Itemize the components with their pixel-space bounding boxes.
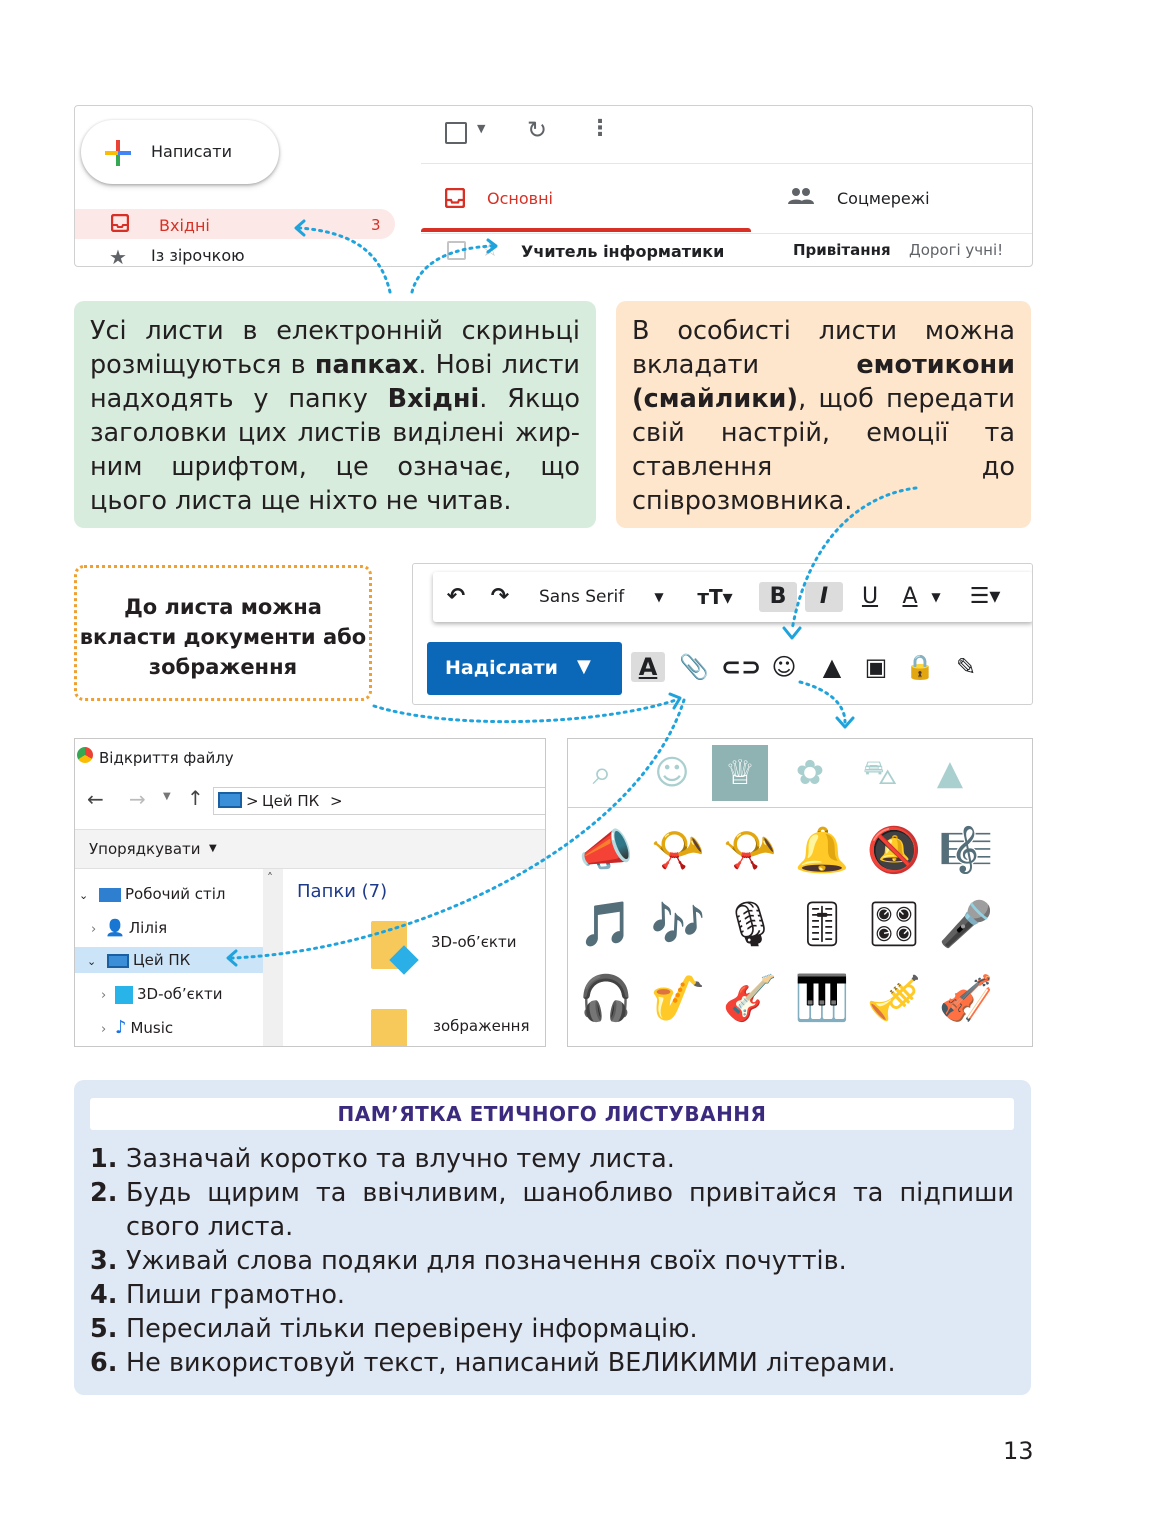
star-icon: ★ [109,245,127,267]
emoji-category-tabs [568,739,1032,808]
keyboard-emoji[interactable]: 🎹 [794,973,850,1024]
send-button[interactable] [427,642,622,695]
cube-icon [115,986,133,1004]
chevron-down-icon[interactable]: ▼ [163,791,171,802]
organize-button[interactable]: Упорядкувати [89,840,201,858]
postal-horn-emoji[interactable]: 📯 [722,825,778,876]
send-label: Надіслати [445,657,558,679]
font-size-icon[interactable]: ᴛT▾ [697,585,733,609]
etiquette-memo [74,1080,1031,1395]
tab-social-label: Соцмережі [837,189,930,208]
tree-item-this-pc[interactable] [75,947,263,973]
party-horn-emoji[interactable]: 📯 [650,825,706,876]
inbox-label: Вхідні [159,216,210,235]
file-list [285,869,545,1046]
attachment-info-box [74,565,372,701]
memo-item-number: 6. [90,1348,118,1378]
chevron-right-icon: › [101,988,107,1003]
breadcrumb-separator: > [246,792,259,810]
confidential-icon[interactable]: 🔒 [905,653,935,681]
text-format-icon[interactable]: A [631,652,665,682]
music-note-icon: ♪ [114,1017,127,1038]
emoji-picker [567,738,1033,1047]
plus-icon [103,138,133,168]
folders-bold-2: Вхідні [387,384,480,414]
organize-bar [75,829,545,869]
memo-item-number: 1. [90,1144,118,1174]
chevron-right-icon: › [91,922,97,937]
message-row[interactable] [421,233,1032,267]
gmail-window [74,105,1033,267]
up-arrow-icon[interactable]: ↑ [187,786,204,810]
chevron-down-icon[interactable]: ▼ [931,590,941,604]
back-arrow-icon[interactable]: ← [87,787,104,811]
tree-label: Music [130,1019,174,1037]
dialog-title: Відкриття файлу [99,749,234,767]
memo-item-number: 5. [90,1314,118,1344]
desktop-icon [99,888,121,902]
message-subject: Привітання [793,241,891,259]
tab-social[interactable] [775,164,1032,232]
search-icon[interactable]: ⌕ [592,753,612,793]
chevron-right-icon: › [101,1022,107,1037]
tree-label: Цей ПК [133,951,191,969]
musical-notes-emoji[interactable]: 🎶 [650,899,706,950]
file-item-images[interactable]: зображення [433,1017,530,1035]
formatting-bar [433,572,1033,622]
bell-emoji[interactable]: 🔔 [794,825,850,876]
memo-item-number: 4. [90,1280,118,1310]
no-bell-emoji[interactable]: 🔕 [866,825,922,876]
headphones-emoji[interactable]: 🎧 [578,973,634,1024]
folders-info-box [74,301,596,528]
message-checkbox[interactable] [447,241,466,260]
memo-item [90,1312,1014,1346]
memo-item-text: Зазначай коротко та влучно тему листа. [126,1144,675,1174]
tree-item-3d-objects[interactable] [101,981,222,1007]
active-tab-indicator [421,228,751,232]
memo-item [90,1278,1014,1312]
memo-item [90,1244,1014,1278]
star-icon[interactable]: ☆ [481,237,499,261]
browser-icon [77,747,93,763]
tab-primary[interactable] [421,164,751,232]
computer-icon [107,954,129,968]
page-number: 13 [1003,1437,1034,1465]
address-bar[interactable] [213,787,545,815]
undo-icon[interactable]: ↶ [446,584,466,609]
chevron-down-icon: ⌄ [87,955,97,968]
drive-icon[interactable]: ▲ [822,653,842,681]
refresh-icon[interactable]: ↻ [527,116,548,144]
tree-item-user[interactable] [91,915,167,941]
memo-item-number: 3. [90,1246,118,1276]
memo-title: ПАМ’ЯТКА ЕТИЧНОГО ЛИСТУВАННЯ [337,1102,767,1126]
microphone-emoji[interactable]: 🎤 [938,899,994,950]
crown-icon[interactable]: ♕ [712,745,768,801]
compose-toolbar [412,563,1033,705]
memo-item-text: Не використовуй текст, написаний ВЕЛИКИМИ літерами. [126,1348,896,1378]
emoticons-bold-1: емотикони (смайлики) [632,350,1015,414]
font-family-select[interactable]: Sans Serif [539,587,625,607]
align-icon[interactable]: ☰▾ [969,584,1001,609]
text-color-button[interactable]: A [902,584,918,609]
memo-item-number: 2. [90,1178,118,1208]
underline-button[interactable]: U [861,584,879,609]
compose-label: Написати [151,142,233,161]
tree-item-music[interactable] [101,1015,173,1041]
folders-bold-1: папках [314,350,419,380]
redo-icon[interactable]: ↷ [490,584,510,609]
sidebar-item-inbox[interactable] [75,209,395,239]
emoticons-text-1: В особисті листи можна вкладати [632,316,1015,380]
starred-label: Із зірочкою [151,246,245,265]
control-knobs-emoji[interactable]: 🎛 [866,899,922,950]
musical-score-emoji[interactable]: 🎼 [938,825,994,876]
scrollbar[interactable] [263,869,283,1046]
violin-emoji[interactable]: 🎻 [938,973,994,1024]
folders-text-1: Усі листи в електронній скриньці розміщуються в [90,316,580,380]
memo-item [90,1176,1014,1244]
inbox-count: 3 [371,216,381,234]
studio-microphone-emoji[interactable]: 🎙 [722,899,778,950]
bold-button[interactable]: B [759,582,797,612]
memo-item-text: Будь щирим та ввічливим, шанобливо привітайся та підпиши свого листа. [126,1178,1014,1242]
tree-label: 3D-об’єкти [136,985,223,1003]
attachment-info-text: До листа можна вкласти документи або зображення [79,595,367,679]
folders-text-3: . Якщо заголовки цих листів виділені жирним шрифтом, це означає, що цього листа ще ніхто не читав. [90,384,580,516]
folder-tree [75,869,263,1046]
attach-icon[interactable]: 📎 [679,653,709,681]
signature-icon[interactable]: ✎ [955,653,977,681]
people-icon [787,186,815,208]
memo-item-text: Пересилай тільки перевірену інформацію. [126,1314,698,1344]
memo-item [90,1142,1014,1176]
guitar-emoji[interactable]: 🎸 [722,973,778,1024]
mail-toolbar [421,106,1032,164]
compose-button[interactable] [81,120,279,184]
tree-item-desktop[interactable] [79,881,226,907]
chevron-down-icon[interactable]: ▼ [477,122,486,135]
select-all-checkbox[interactable] [445,122,467,144]
italic-button[interactable]: I [805,582,843,612]
memo-item-text: Уживай слова подяки для позначення своїх почуттів. [126,1246,847,1276]
message-snippet: Дорогі учні! [909,241,1004,259]
folders-text-2: . Нові листи надходять у папку [90,350,580,414]
memo-title-bar [90,1098,1014,1130]
chevron-down-icon[interactable]: ▼ [577,656,591,677]
memo-item [90,1346,1014,1380]
address-text: Цей ПК [262,792,320,810]
message-sender: Учитель інформатики [521,242,725,261]
computer-icon [218,792,242,808]
smiley-icon[interactable]: ☺ [654,753,690,793]
folder-icon [371,1009,407,1047]
more-icon[interactable]: ⋮ [589,116,611,141]
chevron-down-icon[interactable]: ▼ [654,590,664,604]
breadcrumb-separator: > [330,792,343,810]
emoticons-info-box [616,301,1031,528]
triangle-icon[interactable]: ▲ [936,753,964,793]
chevron-down-icon: ⌄ [79,889,89,902]
trumpet-emoji[interactable]: 🎺 [866,973,922,1024]
folders-group-header[interactable]: Папки (7) [297,881,388,902]
level-slider-emoji[interactable]: 🎚 [794,899,850,950]
chevron-up-icon[interactable]: ˄ [267,871,273,885]
inbox-icon [445,188,465,208]
saxophone-emoji[interactable]: 🎷 [650,973,706,1024]
megaphone-emoji[interactable]: 📣 [578,825,634,876]
user-icon: 👤 [104,918,125,937]
forward-arrow-icon[interactable]: → [129,787,146,811]
image-icon[interactable]: ▣ [864,653,888,681]
car-icon[interactable]: ⛍ [862,753,898,793]
emoticons-text-2: , щоб передати свій настрій, емоції та ставлення до співрозмовника. [632,384,1015,516]
flower-icon[interactable]: ✿ [795,753,825,793]
emoji-icon[interactable]: ☺ [771,653,797,681]
link-icon[interactable]: ⊂⊃ [721,653,762,681]
tree-label: Робочий стіл [125,885,226,903]
musical-note-emoji[interactable]: 🎵 [578,899,634,950]
arrowhead [837,718,853,727]
chevron-down-icon[interactable]: ▼ [209,843,217,854]
inbox-icon [111,214,129,232]
file-open-dialog [74,738,546,1047]
memo-item-text: Пиши грамотно. [126,1280,346,1310]
file-item-3d-objects[interactable]: 3D-об’єкти [431,933,517,951]
sidebar-item-starred[interactable] [75,243,395,267]
tab-primary-label: Основні [487,189,553,208]
tree-label: Лілія [128,919,168,937]
